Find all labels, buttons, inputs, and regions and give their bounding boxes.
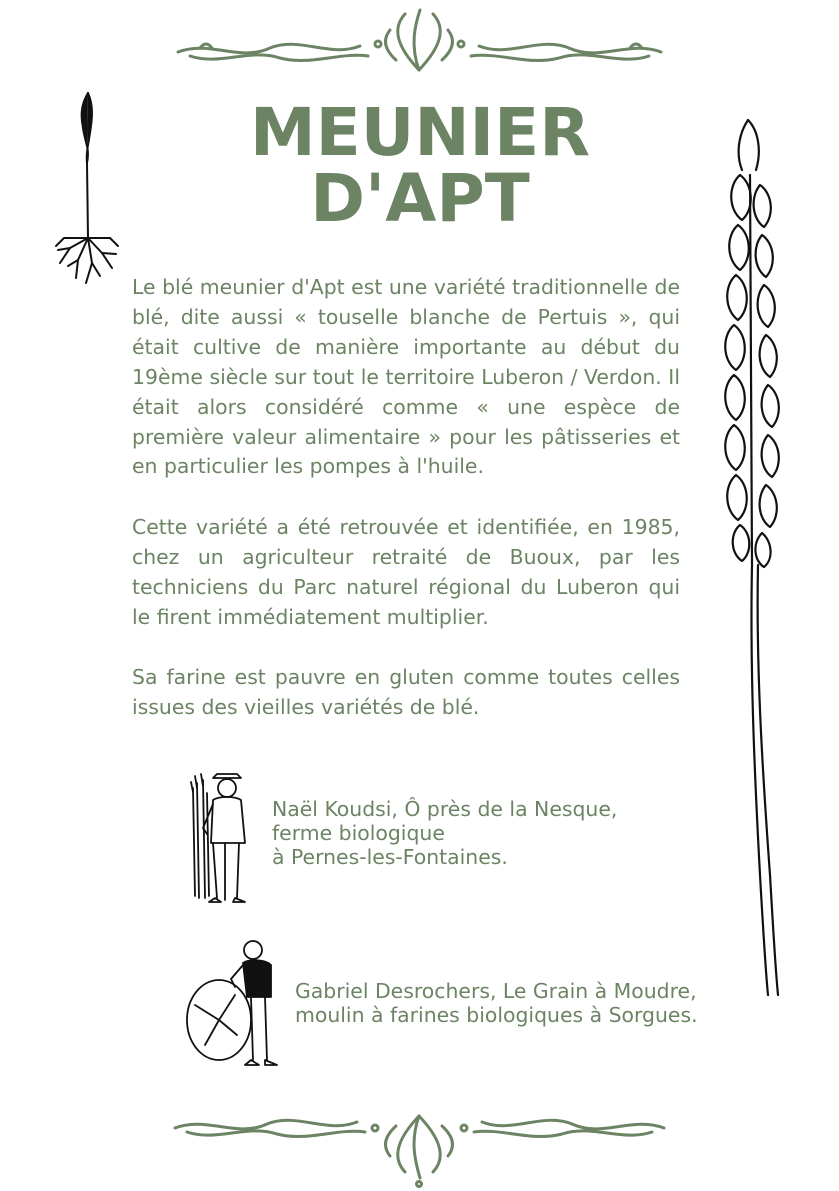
paragraph-gluten: Sa farine est pauvre en gluten comme toutes celles issues des vieilles variétés de blé. xyxy=(132,665,680,719)
bottom-ornament-icon xyxy=(0,1106,839,1191)
credit-farmer xyxy=(272,797,617,869)
credit-farmer-line-1: Naël Koudsi, Ô près de la Nesque, xyxy=(272,797,618,821)
credit-farmer-line-3: à Pernes-les-Fontaines. xyxy=(272,845,508,869)
credit-miller xyxy=(295,979,698,1027)
credit-miller-line-2: moulin à farines biologiques à Sorgues. xyxy=(295,1003,698,1027)
farmer-icon xyxy=(183,768,263,910)
top-ornament-icon xyxy=(0,0,839,80)
paragraph-history: Cette variété a été retrouvée et identifiée, en 1985, chez un agriculteur retraité de Buoux, par les techniciens du Parc naturel régional du Luberon qui le firent immédiatement multiplier. xyxy=(132,515,680,629)
miller-icon xyxy=(185,935,285,1070)
wheat-ear-icon xyxy=(720,115,810,1010)
paragraph-intro: Le blé meunier d'Apt est une variété traditionnelle de blé, dite aussi « touselle blanche de Pertuis », qui était cultive de manière importante au début du 19ème siècle sur tout le territoire Luberon / Verdon. Il était alors considéré comme « une espèce de première valeur alimentaire » pour les pâtisseries et en particulier les pompes à l'huile. xyxy=(132,275,680,479)
page-title: MEUNIER D'APT xyxy=(249,94,591,237)
wheat-sprout-icon xyxy=(50,88,125,288)
credit-miller-line-1: Gabriel Desrochers, Le Grain à Moudre, xyxy=(295,979,697,1003)
credit-farmer-line-2: ferme biologique xyxy=(272,821,445,845)
